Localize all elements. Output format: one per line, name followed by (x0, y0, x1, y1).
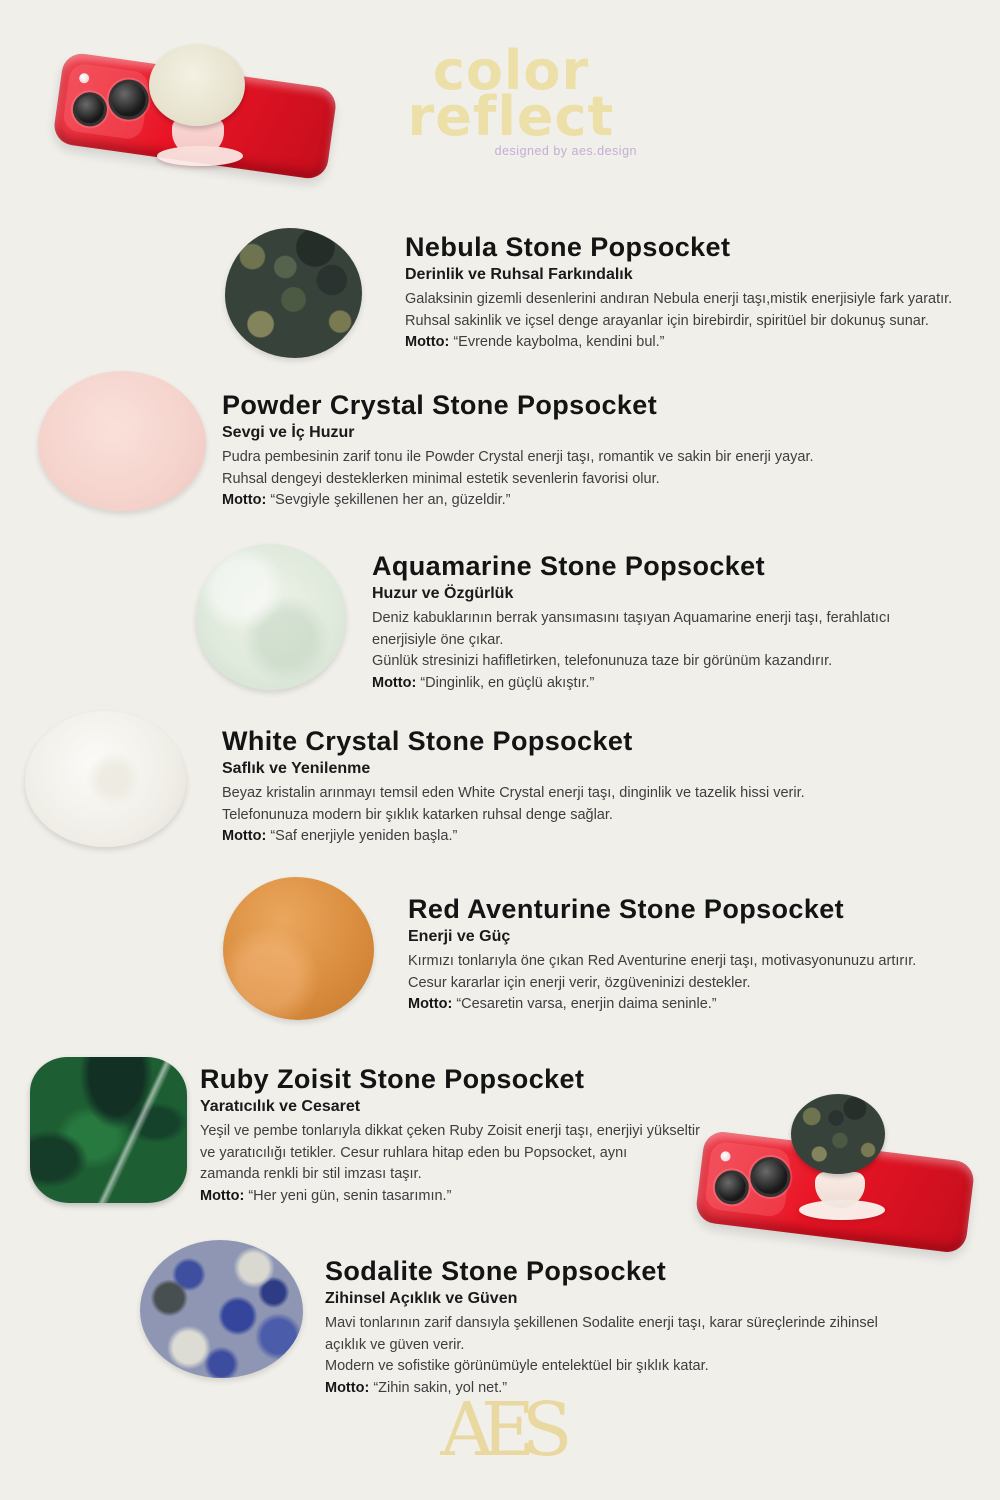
product-description-line: Modern ve sofistike görünümüyle entelektüel bir şıklık katar. (325, 1358, 709, 1374)
product-subtitle: Saflık ve Yenilenme (222, 760, 371, 777)
product-description-line: Cesur kararlar için enerji verir, özgüveninizi destekler. (408, 974, 751, 991)
product-motto: Motto: “Her yeni gün, senin tasarımın.” (200, 1187, 452, 1204)
camera-lens (106, 77, 151, 122)
product-subtitle: Derinlik ve Ruhsal Farkındalık (405, 266, 633, 283)
product-description-line: enerjisiyle öne çıkar. (372, 631, 504, 648)
product-description-line: Yeşil ve pembe tonlarıyla dikkat çeken Ruby Zoisit enerji taşı, enerjiyi yükseltir (200, 1123, 700, 1139)
sodalite-stone-image (140, 1240, 303, 1378)
product-description-line: Telefonunuza modern bir şıklık katarken ruhsal denge sağlar. (222, 806, 613, 823)
product-description-line: Ruhsal dengeyi desteklerken minimal estetik sevenlerin favorisi olur. (222, 470, 660, 487)
product-title: Nebula Stone Popsocket (405, 232, 731, 262)
product-info (200, 1064, 700, 1207)
camera-module (704, 1141, 792, 1218)
ruby-zoisit-stone-image (30, 1057, 187, 1203)
white-crystal-stone-image (25, 711, 186, 847)
aes-monogram-logo: AES (440, 1387, 560, 1473)
red-phone-white-popsocket-image (45, 40, 375, 210)
product-description-line: Beyaz kristalin arınmayı temsil eden White Crystal enerji taşı, dinginlik ve tazelik hissi verir. (222, 785, 805, 801)
product-motto: Motto: “Cesaretin varsa, enerjin daima seninle.” (408, 996, 717, 1012)
product-subtitle: Yaratıcılık ve Cesaret (200, 1098, 361, 1115)
product-info (405, 232, 952, 354)
product-motto: Motto: “Evrende kaybolma, kendini bul.” (405, 334, 665, 350)
product-description-line: Mavi tonlarının zarif dansıyla şekillenen Sodalite enerji taşı, karar süreçlerinde zihinsel (325, 1315, 878, 1331)
product-description-line: Pudra pembesinin zarif tonu ile Powder Crystal enerji taşı, romantik ve sakin bir enerji yayar. (222, 449, 814, 465)
product-title: Red Aventurine Stone Popsocket (408, 894, 845, 924)
product-motto: Motto: “Saf enerjiyle yeniden başla.” (222, 828, 458, 844)
brand-logo-line2: reflect (407, 85, 615, 148)
product-description-line: açıklık ve güven verir. (325, 1336, 465, 1353)
nebula-stone-popsocket-top (791, 1094, 885, 1174)
product-info (222, 390, 814, 512)
product-info (222, 726, 805, 848)
product-info (372, 551, 890, 694)
product-motto: Motto: “Dinginlik, en güçlü akıştır.” (372, 674, 595, 691)
product-description-line: ve yaratıcılığı tetikler. Cesur ruhlara hitap eden bu Popsocket, aynı (200, 1144, 628, 1161)
product-motto: Motto: “Sevgiyle şekillenen her an, güzeldir.” (222, 492, 511, 508)
camera-flash (79, 73, 90, 84)
product-info (325, 1256, 878, 1399)
brand-tagline: designed by aes.design (494, 144, 637, 158)
camera-lens (713, 1168, 751, 1206)
product-description-line: Günlük stresinizi hafifletirken, telefonunuza taze bir görünüm kazandırır. (372, 653, 833, 669)
powder-crystal-stone-image (38, 371, 206, 511)
camera-flash (720, 1151, 731, 1162)
product-title: Powder Crystal Stone Popsocket (222, 390, 658, 420)
product-motto: Motto: “Zihin sakin, yol net.” (325, 1379, 508, 1396)
product-info (408, 894, 916, 1016)
product-subtitle: Sevgi ve İç Huzur (222, 424, 355, 441)
product-description-line: zamanda renkli bir stil imzası taşır. (200, 1166, 422, 1182)
product-description-line: Ruhsal sakinlik ve içsel denge arayanlar için birebirdir, spiritüel bir dokunuş sunar. (405, 312, 929, 329)
brand-logo-line1: color (432, 39, 590, 102)
product-title: Ruby Zoisit Stone Popsocket (200, 1064, 585, 1094)
product-title: Aquamarine Stone Popsocket (372, 551, 765, 581)
brand-logo (383, 39, 639, 158)
camera-lens (748, 1155, 793, 1200)
camera-lens (71, 90, 109, 128)
product-subtitle: Zihinsel Açıklık ve Güven (325, 1290, 518, 1307)
product-subtitle: Huzur ve Özgürlük (372, 585, 514, 602)
red-aventurine-stone-image (223, 877, 374, 1020)
product-description-line: Deniz kabuklarının berrak yansımasını taşıyan Aquamarine enerji taşı, ferahlatıcı (372, 610, 891, 626)
white-stone-popsocket-top (149, 44, 245, 126)
aquamarine-stone-image (196, 544, 346, 690)
camera-module (62, 62, 151, 140)
product-description-line: Kırmızı tonlarıyla öne çıkan Red Aventurine enerji taşı, motivasyonunuzu artırır. (408, 953, 917, 969)
nebula-stone-image (225, 228, 362, 358)
product-description-line: Galaksinin gizemli desenlerini andıran Nebula enerji taşı,mistik enerjisiyle fark yaratır. (405, 291, 953, 307)
product-title: White Crystal Stone Popsocket (222, 726, 633, 756)
red-phone-nebula-popsocket-image (685, 1088, 997, 1263)
product-title: Sodalite Stone Popsocket (325, 1256, 667, 1286)
product-subtitle: Enerji ve Güç (408, 928, 511, 945)
